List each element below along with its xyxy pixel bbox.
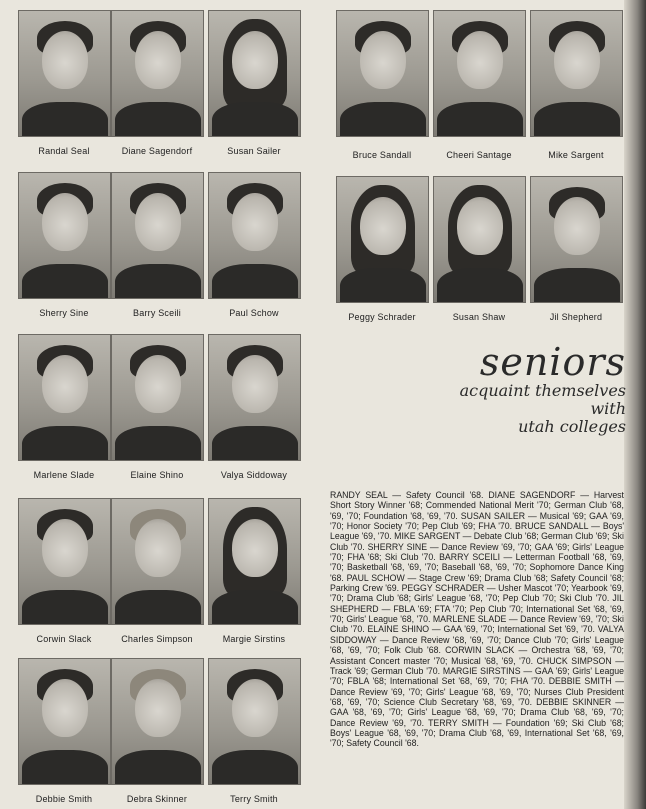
portrait-face [135, 519, 181, 577]
portrait-shoulders [115, 264, 201, 299]
student-portrait [18, 334, 111, 461]
student-portrait [111, 498, 204, 625]
student-name: Debra Skinner [126, 794, 188, 804]
portrait-face [135, 193, 181, 251]
portrait-face [42, 519, 88, 577]
portrait-face [554, 197, 600, 255]
portrait-shoulders [115, 750, 201, 785]
student-portrait [530, 10, 623, 137]
student-portrait [433, 176, 526, 303]
portrait-face [232, 519, 278, 577]
portrait-face [360, 197, 406, 255]
student-name: Barry Sceili [133, 308, 181, 318]
student-name: Corwin Slack [36, 634, 92, 644]
student-name: Susan Sailer [227, 146, 281, 156]
portrait-face [135, 355, 181, 413]
student-name: Terry Smith [230, 794, 278, 804]
portrait-shoulders [534, 268, 620, 303]
portrait-face [135, 679, 181, 737]
student-name: Debbie Smith [35, 794, 93, 804]
student-portrait [336, 10, 429, 137]
portrait-shoulders [115, 426, 201, 461]
portrait-shoulders [212, 102, 298, 137]
student-name: Marlene Slade [33, 470, 95, 480]
portrait-shoulders [340, 102, 426, 137]
portrait-shoulders [437, 102, 523, 137]
portrait-shoulders [115, 590, 201, 625]
student-portrait [111, 334, 204, 461]
student-name: Mike Sargent [548, 150, 604, 160]
student-name: Charles Simpson [121, 634, 193, 644]
portrait-shoulders [212, 426, 298, 461]
portrait-face [232, 193, 278, 251]
portrait-face [232, 355, 278, 413]
student-portrait [111, 172, 204, 299]
portrait-face [42, 355, 88, 413]
portrait-shoulders [212, 590, 298, 625]
portrait-shoulders [22, 264, 108, 299]
portrait-face [360, 31, 406, 89]
student-portrait [18, 498, 111, 625]
portrait-face [42, 31, 88, 89]
heading-title: seniors [479, 340, 626, 384]
student-portrait [433, 10, 526, 137]
student-portrait [18, 10, 111, 137]
student-name: Cheeri Santage [446, 150, 512, 160]
student-name: Sherry Sine [39, 308, 89, 318]
student-portrait [111, 658, 204, 785]
portrait-face [457, 197, 503, 255]
section-heading [420, 342, 626, 436]
portrait-shoulders [437, 268, 523, 303]
student-name: Diane Sagendorf [121, 146, 193, 156]
student-name: Randal Seal [38, 146, 90, 156]
student-portrait [18, 658, 111, 785]
student-name: Bruce Sandall [352, 150, 412, 160]
portrait-face [135, 31, 181, 89]
student-portrait [336, 176, 429, 303]
student-name: Elaine Shino [130, 470, 184, 480]
student-name: Margie Sirstins [222, 634, 286, 644]
student-portrait [208, 172, 301, 299]
portrait-face [232, 31, 278, 89]
student-portrait [208, 10, 301, 137]
student-portrait [208, 498, 301, 625]
portrait-shoulders [212, 264, 298, 299]
portrait-face [554, 31, 600, 89]
portrait-shoulders [22, 426, 108, 461]
student-name: Susan Shaw [452, 312, 506, 322]
portrait-shoulders [212, 750, 298, 785]
portrait-shoulders [115, 102, 201, 137]
student-portrait [208, 658, 301, 785]
portrait-shoulders [22, 102, 108, 137]
student-name: Paul Schow [229, 308, 279, 318]
student-name: Valya Siddoway [220, 470, 288, 480]
portrait-face [232, 679, 278, 737]
portrait-shoulders [534, 102, 620, 137]
portrait-shoulders [22, 590, 108, 625]
student-name: Jil Shepherd [549, 312, 603, 322]
student-name: Peggy Schrader [348, 312, 416, 322]
heading-subtitle-line2: utah colleges [518, 417, 626, 436]
portrait-face [42, 679, 88, 737]
portrait-face [42, 193, 88, 251]
senior-activities-text: RANDY SEAL — Safety Council '68. DIANE SAGENDORF — Harvest Short Story Winner '68; Commended National Merit '70; German Club '68, '69, '70; Foundation '68, '69, '70. SUSAN SAILER — Musical '69; GAA '69, '70; Honor Society '70; Pep Club '69; FHA '70. BRUCE SANDALL — Boys' League '69, '70. MIKE SARGENT — Debate Club '68; German Club '69; Ski Club '70. SHERRY SINE — Dance Review '69, '70; GAA '69; Girls' League '70; FHA '68; Ski Club '70. BARRY SCEILI — Letterman Football '68, '69, '70; Basketball '68, '69, '70; Baseball '68, '69, '70; Sophomore Dance King '68. PAUL SCHOW — Stage Crew '69; Drama Club '68; Safety Council '68; Parking Crew '69. PEGGY SCHRADER — Usher Mascot '70; Yearbook '69, '70; Drama Club '68; Girls' League '68, '70; Pep Club '70; Ski Club '70. JIL SHEPHERD — FBLA '69; FTA '70; Pep Club '70; International Set '68, '69, '70; Girls' League '68, '70. MARLENE SLADE — Dance Review '69, '70; Ski Club '70. ELAINE SHINO — GAA '69, '70; International Set '69, '70. VALYA SIDDOWAY — Dance Review '68, '69, '70; Dance Club '70; Girls' League '68, '69, '70; Folk Club '68. CORWIN SLACK — Orchestra '68, '69, '70; Assistant Concert master '70; Musical '68, '69, '70. CHUCK SIMPSON — Track '69; German Club '70. MARGIE SIRSTINS — GAA '69; Girls' League '70; FBLA '68; International Set '68, '69, '70; FHA '70. DEBBIE SMITH — Dance Review '69, '70; Girls' League '68, '69, '70; Nurses Club President '68, '69, '70; Science Club Secretary '68, '69, '70. DEBBIE SKINNER — GAA '68, '69, '70; Girls' League '68, '69, '70; Drama Club '68, '69, '70; Dance Review '69, '70. TERRY SMITH — Foundation '69; Ski Club '68; Boys' League '68, '69, '70; Drama Club '68, '69, International Set '68, '69, '70; Safety Council '68. [330, 490, 624, 749]
portrait-face [457, 31, 503, 89]
student-portrait [530, 176, 623, 303]
page-binding-edge [624, 0, 646, 809]
student-portrait [208, 334, 301, 461]
portrait-shoulders [340, 268, 426, 303]
portrait-shoulders [22, 750, 108, 785]
student-portrait [111, 10, 204, 137]
student-portrait [18, 172, 111, 299]
heading-subtitle-line1: acquaint themselves with [459, 381, 626, 418]
